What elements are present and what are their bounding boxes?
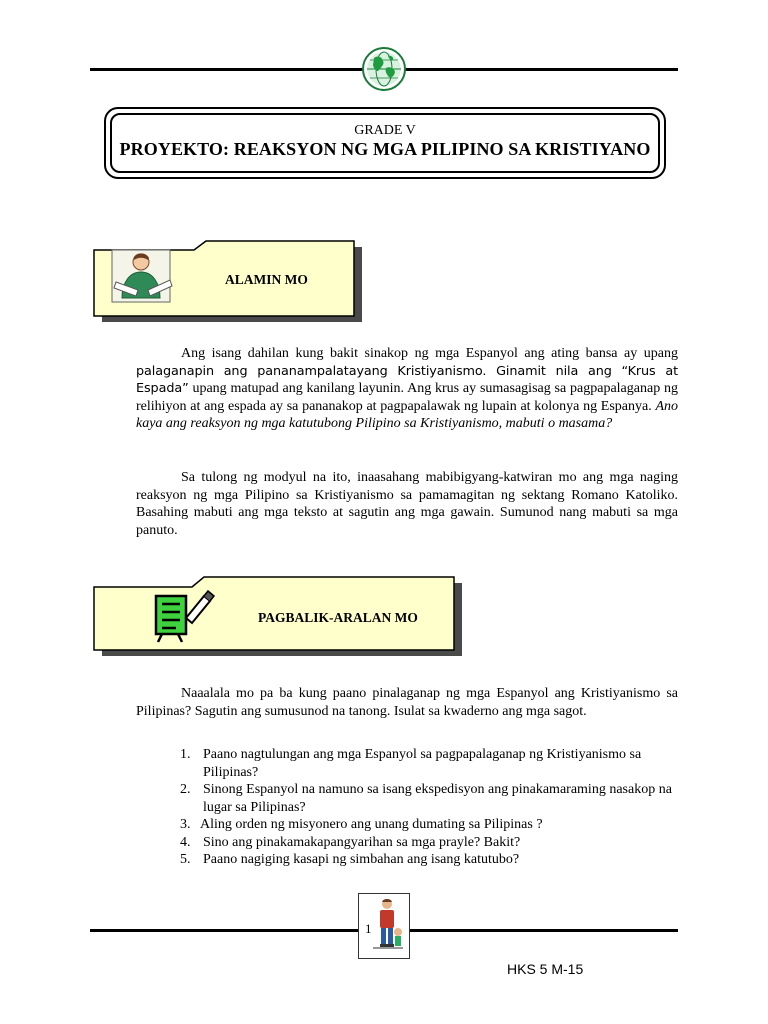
list-item: 5. Paano nagiging kasapi ng simbahan ang isang katutubo?	[180, 852, 520, 867]
page-title: PROYEKTO: REAKSYON NG MGA PILIPINO SA KRISTIYANO	[119, 139, 651, 159]
question-text: Sinong Espanyol na namuno sa isang ekspedisyon ang pinakamaraming nasakop na lugar sa Pilipinas?	[203, 782, 672, 815]
footer-code: HKS 5 M-15	[507, 961, 584, 977]
section-label-alamin: ALAMIN MO	[225, 272, 308, 287]
globe-icon	[361, 46, 407, 92]
p1-italic-question: Ano kaya ang reaksyon ng mga katutubong Pilipino sa Kristiyanismo, mabuti o masama?	[136, 398, 678, 431]
question-list	[180, 746, 680, 869]
list-item: 3. Aling orden ng misyonero ang unang dumating sa Pilipinas ?	[180, 817, 543, 832]
alamin-paragraph-1	[136, 345, 678, 433]
p1-line-a: Ang isang dahilan kung bakit sinakop ng mga Espanyol ang ating bansa ay upang	[181, 346, 678, 361]
alamin-paragraph-2: Sa tulong ng modyul na ito, inaasahang mabibigyang-katwiran mo ang mga naging reaksyon ng mga Pilipino sa Kristiyanismo sa pamamagitan ng sektang Romano Katoliko. Basahing mabuti ang mga teksto at sagutin ang mga gawain. Sumunod nang mabuti sa mga panuto.	[136, 470, 678, 538]
question-text: Sino ang pinakamakapangyarihan sa mga prayle? Bakit?	[203, 834, 521, 850]
page-number: 1	[365, 921, 372, 936]
pagbalik-intro: Naaalala mo pa ba kung paano pinalaganap ng mga Espanyol ang Kristiyanismo sa Pilipinas? Sagutin ang sumusunod na tanong. Isulat sa kwaderno ang mga sagot.	[136, 686, 678, 719]
list-item: 4. Sino ang pinakamakapangyarihan sa mga prayle? Bakit?	[180, 834, 521, 850]
p1-line-b: palaganapin ang pananampalatayang Kristiyanismo. Ginamit nila ang “Krus at Espada”	[136, 363, 678, 396]
question-text: Paano nagiging kasapi ng simbahan ang isang katutubo?	[203, 852, 520, 867]
list-item: 1. Paano nagtulungan ang mga Espanyol sa pagpapalaganap ng Kristiyanismo sa Pilipinas?	[180, 747, 642, 780]
page-number-box	[358, 893, 410, 959]
reader-clipart-icon	[108, 246, 178, 308]
list-item: 2. Sinong Espanyol na namuno sa isang ekspedisyon ang pinakamaraming nasakop na lugar sa Pilipinas?	[180, 782, 672, 815]
section-label-pagbalik: PAGBALIK-ARALAN MO	[258, 610, 418, 625]
title-frame	[104, 107, 666, 179]
person-clipart-icon	[371, 896, 405, 954]
question-text: Paano nagtulungan ang mga Espanyol sa pagpapalaganap ng Kristiyanismo sa Pilipinas?	[203, 747, 642, 780]
grade-label: GRADE V	[354, 123, 416, 138]
list-pencil-icon	[152, 588, 216, 646]
p1-line-c: upang matupad ang kanilang layunin. Ang krus ay sumasagisag sa pagpapalaganap ng relihiyon at ang espada ay sa pananakop at pagpapalawak ng lupain at kolonya ng Espanya.	[136, 381, 679, 414]
question-text: Aling orden ng misyonero ang unang dumating sa Pilipinas ?	[200, 817, 543, 832]
